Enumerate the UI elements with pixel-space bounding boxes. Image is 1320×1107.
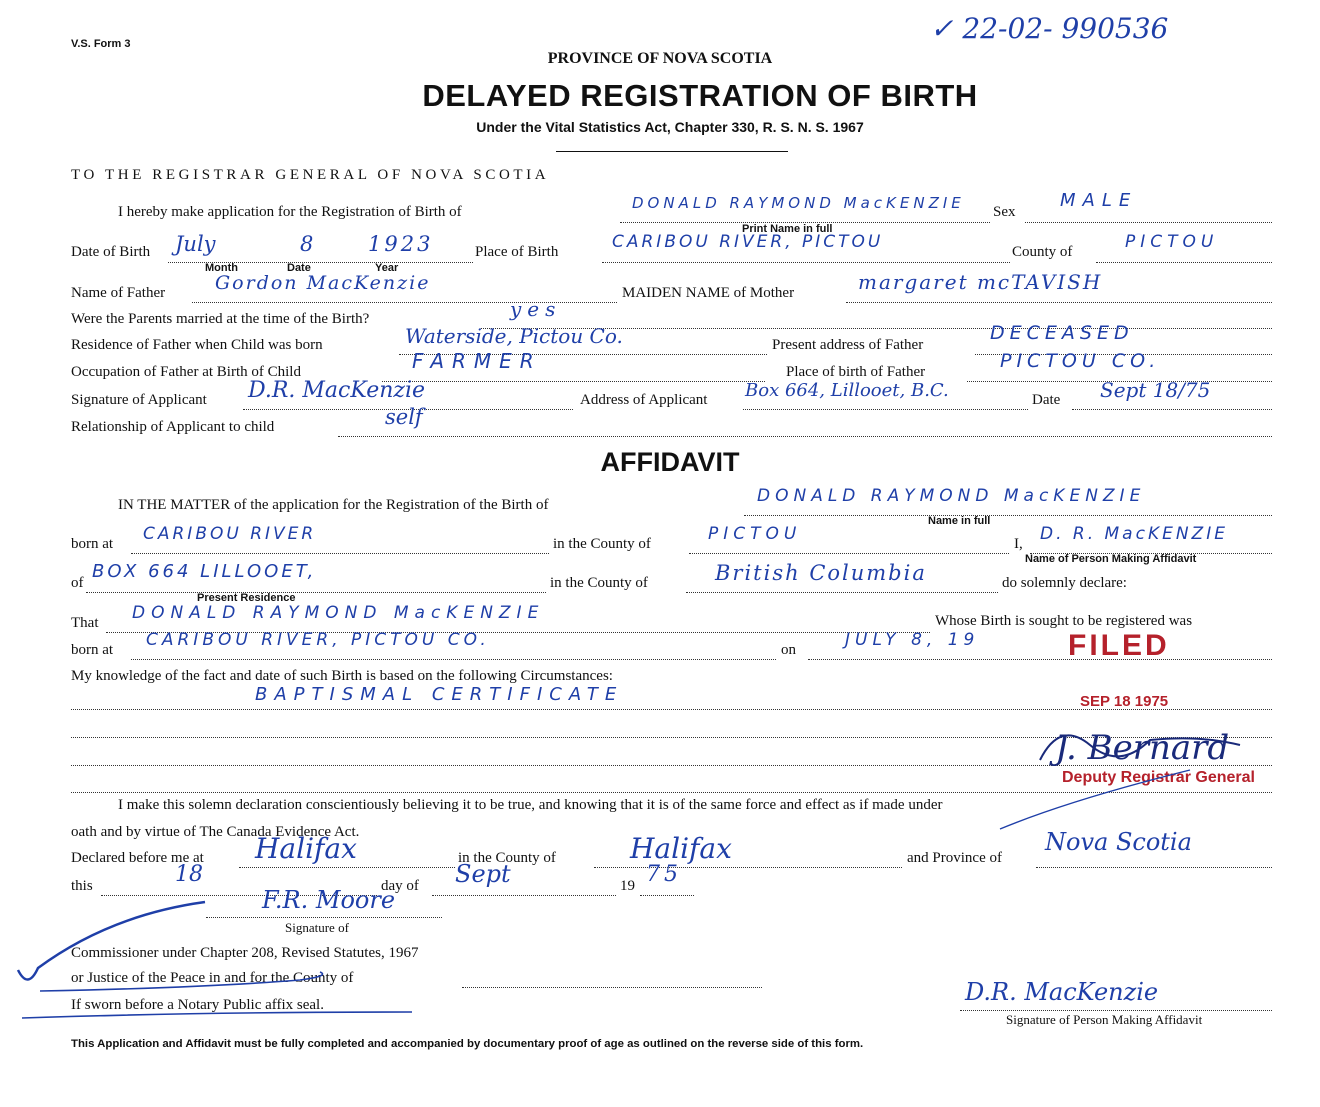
sex-label: Sex (993, 204, 1016, 220)
signature-flourish-icon (1040, 735, 1240, 760)
year-hint: Year (375, 262, 399, 274)
affidavit-born-at-label: born at (71, 536, 114, 552)
footer-note: This Application and Affidavit must be fully completed and accompanied by documentary proof of age as outlined on the reverse side of this form. (71, 1038, 864, 1050)
dob-day-field[interactable]: 8 (300, 232, 314, 256)
parents-married-field[interactable]: yes (510, 297, 562, 321)
affiant-county-field[interactable]: British Columbia (715, 561, 927, 585)
strike-line-icon (22, 1012, 412, 1018)
commissioner-signature: F.R. Moore (262, 886, 396, 914)
affiant-signature: D.R. MacKenzie (965, 978, 1159, 1006)
born-on-field[interactable]: JULY 8, 19 (845, 630, 980, 650)
strike-line-icon (40, 972, 323, 991)
declaration-line-2: oath and by virtue of The Canada Evidence Act. (71, 824, 360, 840)
born-at-2-field[interactable]: CARIBOU RIVER, PICTOU CO. (146, 630, 490, 650)
check-mark-icon: ✓ (930, 12, 954, 45)
pen-stroke-icon (1000, 770, 1190, 829)
relationship-field[interactable]: self (385, 405, 423, 429)
sex-field[interactable]: MALE (1060, 190, 1138, 211)
justice-of-peace-label: or Justice of the Peace in and for the County of (71, 970, 354, 986)
applicant-signature[interactable]: D.R. MacKenzie (248, 378, 426, 403)
addressee: TO THE REGISTRAR GENERAL OF NOVA SCOTIA (71, 167, 550, 183)
that-label: That (71, 615, 99, 631)
affiant-of-label: of (71, 575, 84, 591)
check-mark-icon (18, 902, 205, 980)
affiant-residence-field[interactable]: BOX 664 LILLOOET, (92, 561, 317, 582)
declared-at-label: Declared before me at (71, 850, 204, 866)
declared-province-label: and Province of (907, 850, 1002, 866)
dob-label: Date of Birth (71, 244, 151, 260)
place-of-birth-field[interactable]: CARIBOU RIVER, PICTOU (612, 232, 884, 252)
father-present-address-field[interactable]: DECEASED (990, 322, 1134, 344)
deputy-registrar-stamp: Deputy Registrar General (1062, 769, 1255, 786)
this-label: this (71, 878, 93, 894)
dob-month-field[interactable]: July (175, 232, 216, 256)
mother-maiden-name-label: MAIDEN NAME of Mother (622, 285, 795, 301)
application-intro-label: I hereby make application for the Registration of Birth of (118, 204, 462, 220)
date-hint: Date (287, 262, 311, 274)
knowledge-label: My knowledge of the fact and date of such Birth is based on the following Circumstances: (71, 668, 613, 684)
relationship-label: Relationship of Applicant to child (71, 419, 275, 435)
father-birthplace-label: Place of birth of Father (786, 364, 926, 380)
print-name-hint: Print Name in full (742, 223, 833, 235)
father-name-label: Name of Father (71, 285, 166, 301)
year-prefix: 19 (620, 878, 635, 894)
affiant-i-label: I, (1014, 536, 1023, 552)
present-residence-hint: Present Residence (197, 592, 296, 604)
born-at-2-label: born at (71, 642, 114, 658)
affiant-name-field[interactable]: D. R. MacKENZIE (1040, 524, 1228, 544)
province-heading: PROVINCE OF NOVA SCOTIA (547, 50, 773, 67)
name-in-full-hint: Name in full (928, 515, 991, 527)
affiant-signature-label: Signature of Person Making Affidavit (1006, 1012, 1203, 1027)
form-number: V.S. Form 3 (71, 38, 131, 50)
circumstance-field[interactable]: BAPTISMAL CERTIFICATE (255, 684, 624, 705)
day-of-label: day of (381, 878, 419, 894)
solemnly-declare-label: do solemnly declare: (1002, 575, 1127, 591)
applicant-signature-label: Signature of Applicant (71, 392, 207, 408)
commissioner-label: Commissioner under Chapter 208, Revised Statutes, 1967 (71, 945, 419, 961)
father-residence-label: Residence of Father when Child was born (71, 337, 323, 353)
father-birthplace-field[interactable]: PICTOU CO. (1000, 350, 1161, 372)
affidavit-county-label: in the County of (553, 536, 651, 552)
affidavit-matter-label: IN THE MATTER of the application for the Registration of the Birth of (118, 497, 549, 513)
affidavit-born-at-field[interactable]: CARIBOU RIVER (143, 524, 317, 544)
that-name-field[interactable]: DONALD RAYMOND MacKENZIE (132, 603, 545, 623)
born-on-label: on (781, 642, 796, 658)
child-name-field[interactable]: DONALD RAYMOND MacKENZIE (632, 194, 965, 212)
month-field[interactable]: Sept (455, 860, 511, 888)
affidavit-born-county-field[interactable]: PICTOU (708, 524, 802, 544)
dob-year-field[interactable]: 1923 (368, 232, 434, 256)
form-subtitle: Under the Vital Statistics Act, Chapter 330, R. S. N. S. 1967 (476, 119, 864, 135)
father-name-field[interactable]: Gordon MacKenzie (215, 272, 431, 294)
month-hint: Month (205, 262, 238, 274)
applicant-address-field[interactable]: Box 664, Lillooet, B.C. (745, 380, 949, 401)
year-field[interactable]: 75 (646, 862, 682, 887)
mother-maiden-name-field[interactable]: margaret mcTAVISH (858, 270, 1103, 294)
day-field[interactable]: 18 (175, 862, 203, 887)
stamp-date: SEP 18 1975 (1080, 693, 1169, 710)
place-of-birth-label: Place of Birth (475, 244, 559, 260)
county-field[interactable]: PICTOU (1125, 232, 1219, 252)
father-occupation-label: Occupation of Father at Birth of Child (71, 364, 301, 380)
applicant-date-field[interactable]: Sept 18/75 (1100, 378, 1211, 402)
filed-stamp: FILED (1068, 629, 1170, 662)
declared-county-field[interactable]: Halifax (630, 832, 732, 865)
declaration-line-1: I make this solemn declaration conscientiously believing it to be true, and knowing that it is of the same force and effect as if made under (118, 797, 943, 813)
affiant-county-label: in the County of (550, 575, 648, 591)
affiant-name-hint: Name of Person Making Affidavit (1025, 553, 1197, 565)
form-title: DELAYED REGISTRATION OF BIRTH (422, 78, 978, 113)
applicant-address-label: Address of Applicant (580, 392, 708, 408)
birth-sought-label: Whose Birth is sought to be registered was (935, 613, 1193, 629)
deputy-registrar-signature: J. Bernard (1055, 728, 1230, 768)
county-label: County of (1012, 244, 1073, 260)
parents-married-label: Were the Parents married at the time of the Birth? (71, 311, 370, 327)
affidavit-heading: AFFIDAVIT (600, 447, 740, 477)
declared-province-field[interactable]: Nova Scotia (1045, 828, 1192, 856)
applicant-date-label: Date (1032, 392, 1061, 408)
affidavit-child-name-field[interactable]: DONALD RAYMOND MacKENZIE (757, 486, 1146, 506)
registration-number: ✓ 22-02- 990536 (930, 12, 1169, 45)
father-occupation-field[interactable]: FARMER (412, 349, 542, 373)
father-present-address-label: Present address of Father (772, 337, 924, 353)
notary-label: If sworn before a Notary Public affix seal. (71, 997, 324, 1013)
declared-at-field[interactable]: Halifax (255, 832, 357, 865)
signature-of-label: Signature of (285, 920, 349, 935)
declared-county-label: in the County of (458, 850, 556, 866)
father-residence-field[interactable]: Waterside, Pictou Co. (405, 324, 623, 348)
